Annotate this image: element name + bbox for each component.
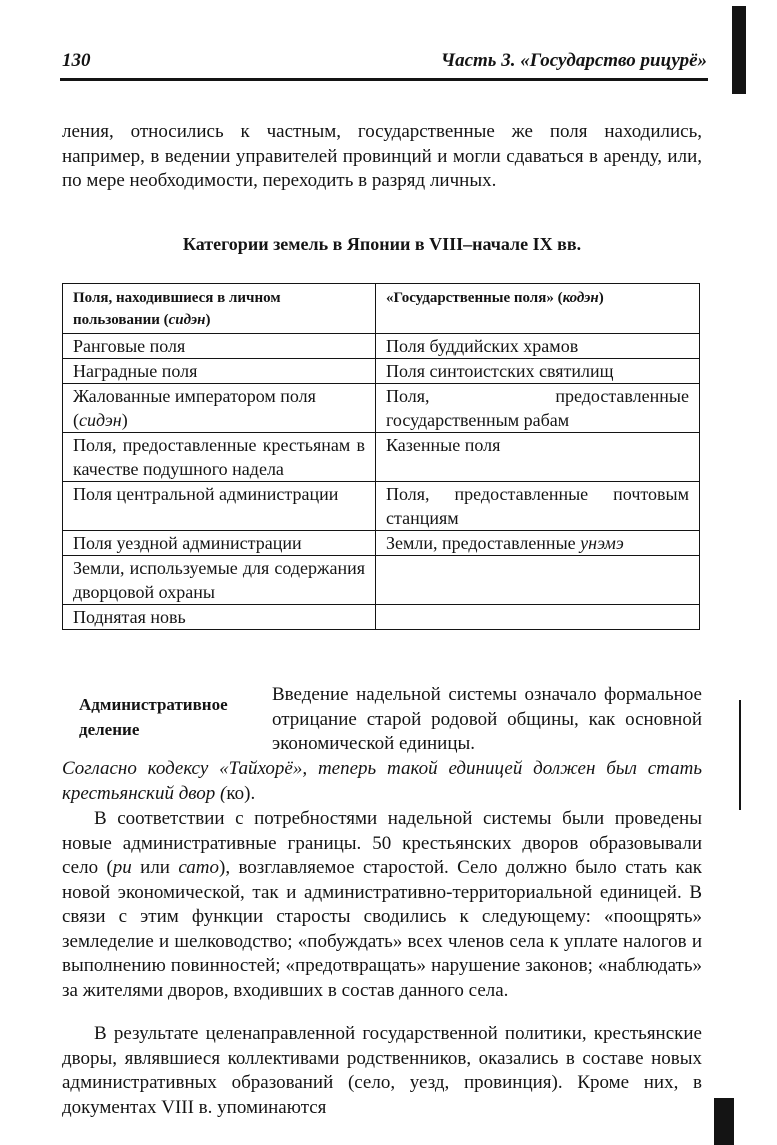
table-cell-private: Поля центральной администрации xyxy=(63,482,376,531)
table-cell-private: Поднятая новь xyxy=(63,605,376,630)
table-cell-private: Земли, используемые для содержания дворцовой охраны xyxy=(63,556,376,605)
term-uneme: унэмэ xyxy=(580,533,624,553)
table-cell-private: Поля уездной администрации xyxy=(63,531,376,556)
table-cell-state: Поля синтоистских святилищ xyxy=(376,359,700,384)
lead-paragraph: Введение надельной системы означало формальное отрицание старой родовой общины, как основной экономической единицы. xyxy=(272,684,702,754)
running-title: Часть 3. «Государство рицурё» xyxy=(440,50,707,71)
column-header-state-fields: «Государственные поля» (кодэн) xyxy=(376,284,700,334)
intro-paragraph: ления, относились к частным, государственные же поля находились, например, в ведении управителей провинций и могли сдаваться в аренду, или, по мере необходимости, переходить в разряд личных. xyxy=(62,121,702,191)
table-cell-state: Земли, предоставленные унэмэ xyxy=(376,531,700,556)
table-cell-private: Наградные поля xyxy=(63,359,376,384)
table-cell-state: Поля, предоставленные почтовым станциям xyxy=(376,482,700,531)
table-cell-private: Жалованные императором поля (сидэн) xyxy=(63,384,376,433)
table-cell-state: Поля, предоставленные государственным рабам xyxy=(376,384,700,433)
term-sidan: сидэн xyxy=(79,410,122,430)
term-sato: сато xyxy=(178,857,220,878)
table-cell-state: Поля буддийских храмов xyxy=(376,334,700,359)
column-header-private-fields: Поля, находившиеся в личном пользовании (сидэн) xyxy=(63,284,376,334)
term-ri: ри xyxy=(112,857,132,878)
term-sidan: сидэн xyxy=(168,312,206,328)
side-heading: Административное деление xyxy=(79,695,228,739)
table-title: Категории земель в Японии в VIII–начале IX вв. xyxy=(182,234,582,254)
table-cell-state: Казенные поля xyxy=(376,433,700,482)
scan-edge-bar-top xyxy=(732,6,746,94)
scan-edge-bar-bottom xyxy=(714,1098,734,1145)
lead-paragraph-continuation: Согласно кодексу «Тайхорё», теперь такой единицей должен был стать крестьянский двор (ко). xyxy=(62,758,702,804)
table-cell-private: Ранговые поля xyxy=(63,334,376,359)
table-cell-private: Поля, предоставленные крестьянам в качестве подушного надела xyxy=(63,433,376,482)
paragraph-village-structure: В соответствии с потребностями надельной системы были проведены новые административные границы. 50 крестьянских дворов образовывали село (ри или сато), возглавляемое старостой. Село должно было стать как новой экономической, так и административно-территориальной единицей. В связи с этим функции старосты сводились к следующему: «поощрять» земледелие и шелководство; «побуждать» всех членов села к уплате налогов и выполнению повинностей; «предотвращать» нарушение законов; «наблюдать» за жителями дворов, входивших в состав данного села. xyxy=(62,808,702,1001)
paragraph-administrative-result: В результате целенаправленной государственной политики, крестьянские дворы, являвшиеся коллективами родственников, оказались в составе новых административных образований (село, уезд, провинция). Кроме них, в документах VIII в. упоминаются xyxy=(62,1023,702,1118)
term-kodan: кодэн xyxy=(562,290,599,306)
page-number: 130 xyxy=(62,50,91,71)
